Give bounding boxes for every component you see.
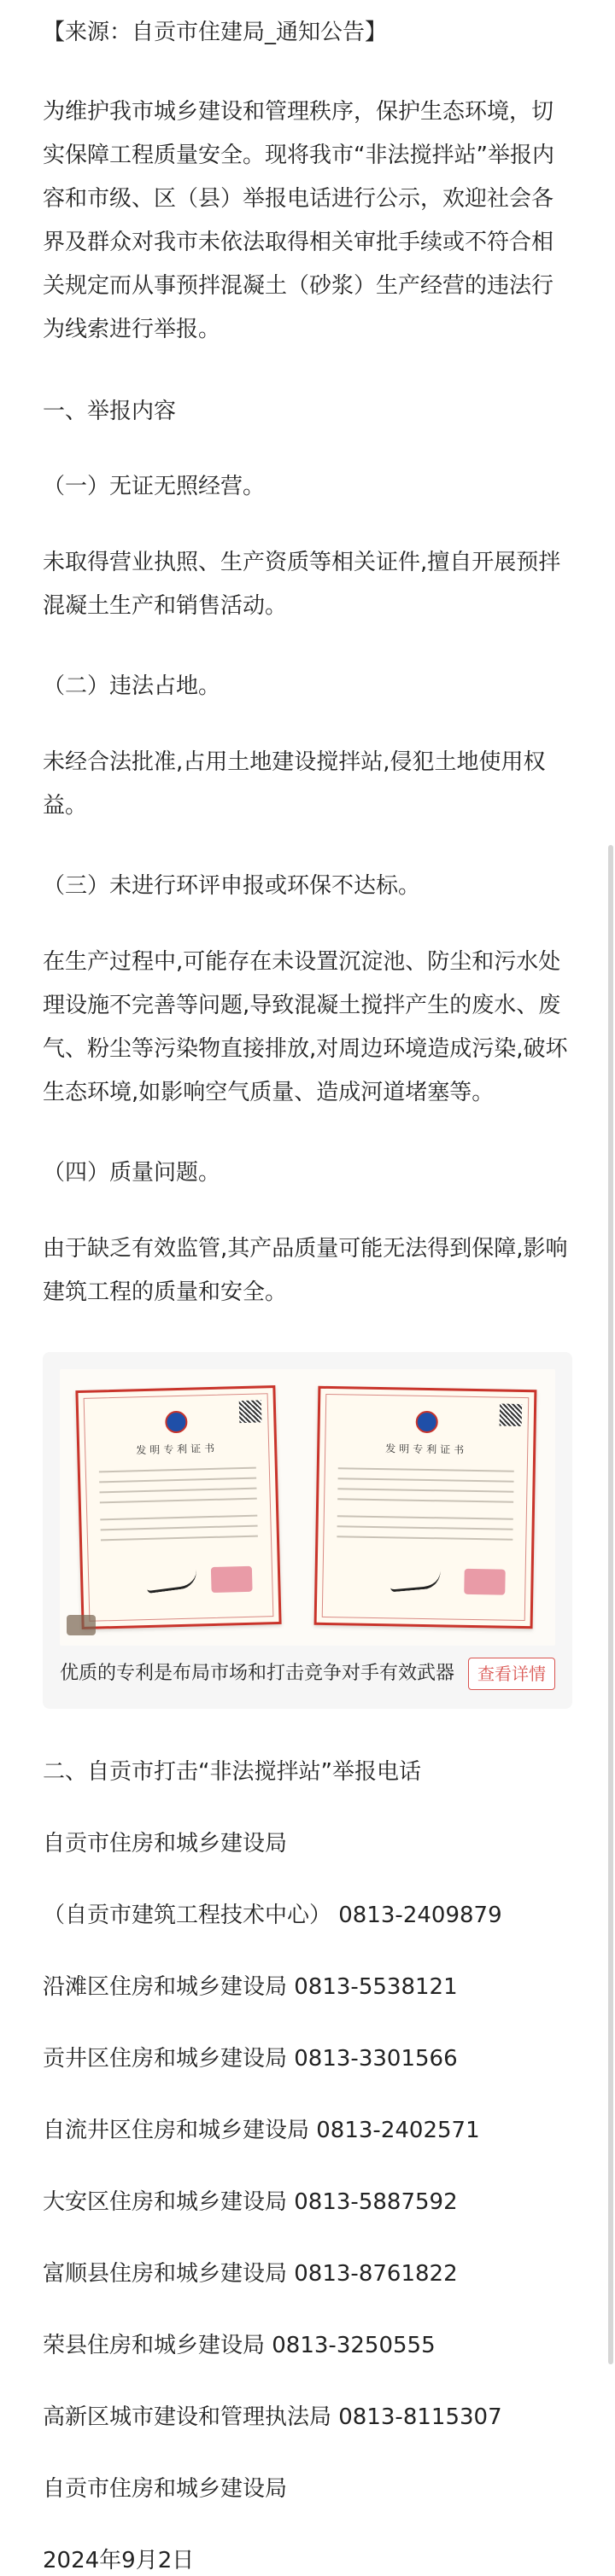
signature-org: 自贡市住房和城乡建设局 bbox=[43, 2476, 288, 2502]
ad-caption[interactable]: 优质的专利是布局市场和打击竞争对手有效武器 bbox=[60, 1663, 455, 1684]
publish-date: 2024年9月2日 bbox=[43, 2548, 195, 2573]
qr-code-icon bbox=[239, 1400, 262, 1423]
item-heading: （四）质量问题。 bbox=[43, 1160, 221, 1186]
image-gallery-icon bbox=[67, 1615, 96, 1635]
contact-line: 大安区住房和城乡建设局 0813-5887592 bbox=[43, 2189, 458, 2215]
contact-line: 高新区城市建设和管理执法局 0813-8115307 bbox=[43, 2404, 502, 2430]
source-line: 【来源：自贡市住建局_通知公告】 bbox=[43, 20, 388, 45]
contact-line: （自贡市建筑工程技术中心） 0813-2409879 bbox=[43, 1903, 502, 1928]
seal-stamp bbox=[464, 1569, 506, 1595]
certificate-title: 发明专利证书 bbox=[385, 1442, 468, 1456]
item-heading: （三）未进行环评申报或环保不达标。 bbox=[43, 873, 421, 899]
section2-title: 二、自贡市打击“非法搅拌站”举报电话 bbox=[43, 1759, 421, 1785]
item-heading: （二）违法占地。 bbox=[43, 673, 221, 699]
contact-line: 自流井区住房和城乡建设局 0813-2402571 bbox=[43, 2118, 480, 2143]
contact-line: 富顺县住房和城乡建设局 0813-8761822 bbox=[43, 2261, 458, 2287]
intro-paragraph: 为维护我市城乡建设和管理秩序，保护生态环境，切实保障工程质量安全。现将我市“非法搅拌站”举报内容和市级、区（县）举报电话进行公示，欢迎社会各界及群众对我市未依法取得相关审批手续或不符合相关规定而从事预拌混凝土（砂浆）生产经营的违法行为线索进行举报。 bbox=[43, 99, 554, 342]
ad-image[interactable] bbox=[60, 1369, 555, 1646]
scrollbar[interactable] bbox=[608, 845, 613, 2364]
contact-line: 贡井区住房和城乡建设局 0813-3301566 bbox=[43, 2046, 458, 2072]
ad-card[interactable] bbox=[43, 1352, 572, 1709]
item-body: 未取得营业执照、生产资质等相关证件,擅自开展预拌混凝土生产和销售活动。 bbox=[43, 550, 561, 619]
contact-line: 自贡市住房和城乡建设局 bbox=[43, 1831, 288, 1856]
contact-line: 沿滩区住房和城乡建设局 0813-5538121 bbox=[43, 1974, 458, 2000]
qr-code-icon bbox=[500, 1404, 522, 1426]
section1-title: 一、举报内容 bbox=[43, 399, 177, 424]
item-heading: （一）无证无照经营。 bbox=[43, 474, 266, 499]
item-body: 在生产过程中,可能存在未设置沉淀池、防尘和污水处理设施不完善等问题,导致混凝土搅拌产生的废水、废气、粉尘等污染物直接排放,对周边环境造成污染,破坏生态环境,如影响空气质量、造成河道堵塞等。 bbox=[43, 949, 568, 1105]
ad-footer bbox=[60, 1658, 555, 1690]
seal-stamp bbox=[211, 1566, 253, 1593]
certificate-title: 发明专利证书 bbox=[136, 1442, 219, 1457]
contact-line: 荣县住房和城乡建设局 0813-3250555 bbox=[43, 2333, 436, 2358]
item-body: 由于缺乏有效监管,其产品质量可能无法得到保障,影响建筑工程的质量和安全。 bbox=[43, 1236, 568, 1305]
patent-certificate-image bbox=[314, 1386, 537, 1629]
item-body: 未经合法批准,占用土地建设搅拌站,侵犯土地使用权益。 bbox=[43, 749, 546, 819]
patent-certificate-image bbox=[75, 1385, 281, 1629]
view-details-button[interactable]: 查看详情 bbox=[468, 1658, 555, 1690]
